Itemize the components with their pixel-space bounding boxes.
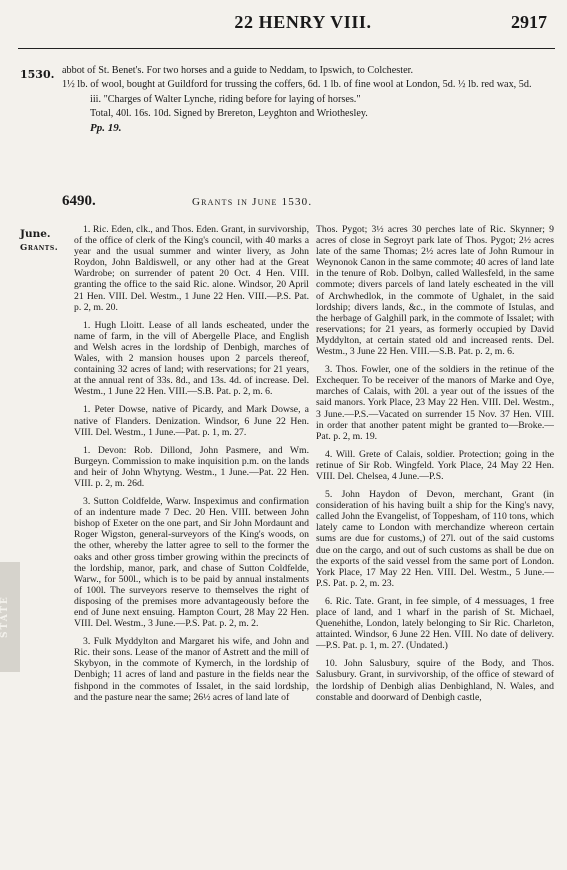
grant-paragraph: 1. Hugh Lloitt. Lease of all lands escheated, under the name of farm, in the vill of Abergelle Place, and English and Welsh acres in the lordship of Denbigh, marches of Wales, with 2 mansion houses upon 2 parcels thereof, containing 32 acres of land; with reservations; for 21 years, at the annual rent of 33s. 8d., and 13s. 4d. of increase. Del. Westm., 1 June 22 Hen. VIII.—S.B. Pat. p. 2, m. 6. bbox=[74, 319, 309, 398]
grant-paragraph: 3. Sutton Coldfelde, Warw. Inspeximus and confirmation of an indenture made 7 Dec. 20 Hen. VIII. between John bishop of Exeter on the one part, and Sir John Mordaunt and Roger Wigston, general-surveyors of the King's woods, on the other, whereby the latter agree to sell to the former the oaks and other gross timber growing within the precincts of the lordship, manor, park, and chase of Sutton Coldfelde, Warw., for 500l., which is to be paid by annual instalments of 100l. The surveyors reserve to themselves the right of disposing of the premises more advantageously before the end of June next ensuing. Hampton Court, 28 May 22 Hen. VIII. Del. Westm., 3 June.—P.S. Pat. p. 2, m. 2. bbox=[74, 496, 309, 630]
grant-paragraph: 6. Ric. Tate. Grant, in fee simple, of 4 messuages, 1 free place of land, and 1 wharf in the parish of St. Michael, Quenehithe, London, lately belonging to Sir Ric. Charleton, attainted. Windsor, 6 June 22 Hen. VIII. No date of delivery.—P.S. Pat. p. 1, m. 27. (Undated.) bbox=[316, 595, 554, 652]
grant-paragraph: 1. Peter Dowse, native of Picardy, and Mark Dowse, a native of Flanders. Denization. Windsor, 6 June 22 Hen. VIII. Del. Westm., 1 June.—Pat. p. 1, m. 27. bbox=[74, 404, 309, 438]
right-column bbox=[316, 224, 554, 710]
page-number: 2917 bbox=[511, 12, 547, 32]
header-rule bbox=[18, 48, 555, 49]
intro-line: 1½ lb. of wool, bought at Guildford for trussing the coffers, 6d. 1 lb. of fine wool at London, 5d. ½ lb. red wax, 5d. bbox=[62, 79, 532, 91]
left-column bbox=[74, 224, 309, 710]
grant-paragraph: 4. Will. Grete of Calais, soldier. Protection; going in the retinue of Sir Rob. Wingfeld. York Place, 24 May 22 Hen. VIII. Del. Chelsea, 4 June.—P.S. bbox=[316, 448, 554, 482]
intro-pages: Pp. 19. bbox=[90, 122, 122, 135]
intro-line: Total, 40l. 16s. 10d. Signed by Brereton, Leyghton and Wriothesley. bbox=[90, 107, 368, 119]
entry-heading bbox=[62, 193, 554, 213]
entry-number: 6490. bbox=[62, 193, 96, 209]
grant-paragraph: 3. Fulk Myddylton and Margaret his wife, and John and Ric. their sons. Lease of the manor of Astrett and the mill of Skybyon, in the commote of Kymerch, in the lordship of Denbigh; 11 acres of land and pasture in the fields near the fishpond in the commotes of Issalet, in the said lordship, and the pasture near the same; 26½ acres of land late of bbox=[74, 636, 309, 703]
grant-paragraph: 1. Ric. Eden, clk., and Thos. Eden. Grant, in survivorship, of the office of clerk of the King's council, with 40 marks a year and the usual summer and winter livery, as John Roydon, John Baldiswell, or any other had at the Great Wardrobe; on surrender of patent 20 Oct. 4 Hen. VIII. granting the office to the said Ric. alone. Windsor, 20 April 21 Hen. VIII. Del. Westm., 1 June 22 Hen. VIII.—P.S. Pat. p. 2, m. 20. bbox=[74, 224, 309, 313]
grant-paragraph: Thos. Pygot; 3½ acres 30 perches late of Ric. Skynner; 9 acres of close in Segroyt park late of Thos. Pygot; 2½ acres late of the same Thomas; 2½ acres late of John Rumour in Weynonok Canon in the same commote; 40 acres of land late in the tenure of Rob. Dolbyn, called Wallesfeld, in the same commote; divers parcels of land lately escheated in the vill of Archwhedlok, in the commote of Ughalet, in the said lordship; divers lands, &c., in the commote of Istulas, and the herbage of Galghill park, in the commote of Issalet; with reservations; for 21 years, as formerly occupied by David Myddylton, at certain stated old and increased rents. Del. Westm., 3 June 22 Hen. VIII.—S.B. Pat. p. 2, m. 6. bbox=[316, 224, 554, 358]
intro-line: abbot of St. Benet's. For two horses and a guide to Neddam, to Ipswich, to Colchester. bbox=[62, 65, 413, 76]
intro-block bbox=[62, 64, 554, 135]
margin-year: 1530. bbox=[20, 68, 55, 81]
grant-paragraph: 1. Devon: Rob. Dillond, John Pasmere, and Wm. Burgeyn. Commission to make inquisition p.m. on the lands and heir of John Whytyng. Westm., 1 June.—Pat. 22 Hen. VIII. p. 2, m. 26d. bbox=[74, 444, 309, 489]
margin-month: June. bbox=[20, 228, 51, 240]
grant-paragraph: 5. John Haydon of Devon, merchant, Grant (in consideration of his having built a ship for the King's navy, called John the Evangelist, of Toppesham, of 110 tons, which lately came to London with merchandize whereon certain sums are due for customs,) of 27l. out of the said customs due on the cargo, and out of such customs as shall be due on the exports of the said vessel from the same port of London. York Place, 17 May 22 Hen. VIII. Del. Westm., 5 June.—P.S. Pat. p. 2, m. 23. bbox=[316, 489, 554, 589]
running-title: 22 HENRY VIII. bbox=[234, 12, 372, 32]
library-stamp: STATE bbox=[0, 562, 20, 672]
margin-section-label: Grants. bbox=[20, 243, 59, 253]
page-header bbox=[0, 10, 567, 40]
section-title: Grants in June 1530. bbox=[192, 196, 313, 208]
intro-line: iii. "Charges of Walter Lynche, riding before for laying of horses." bbox=[90, 93, 361, 105]
grant-paragraph: 3. Thos. Fowler, one of the soldiers in the retinue of the Exchequer. To be receiver of the manors of Marke and Oye, marches of Calais, with 20l. a year out of the issues of the said manors. York Place, 23 May 22 Hen. VIII. Del. Westm., 3 June.—P.S.—Vacated on surrender 15 Nov. 37 Hen. VIII. in order that another patent might be granted to—Broke.—Pat. p. 2, m. 19. bbox=[316, 364, 554, 442]
grant-paragraph: 10. John Salusbury, squire of the Body, and Thos. Salusbury. Grant, in survivorship, of the office of steward of the lordship of Denbigh alias Denbighland, N. Wales, and constable and doorward of Denbigh castle, bbox=[316, 658, 554, 703]
